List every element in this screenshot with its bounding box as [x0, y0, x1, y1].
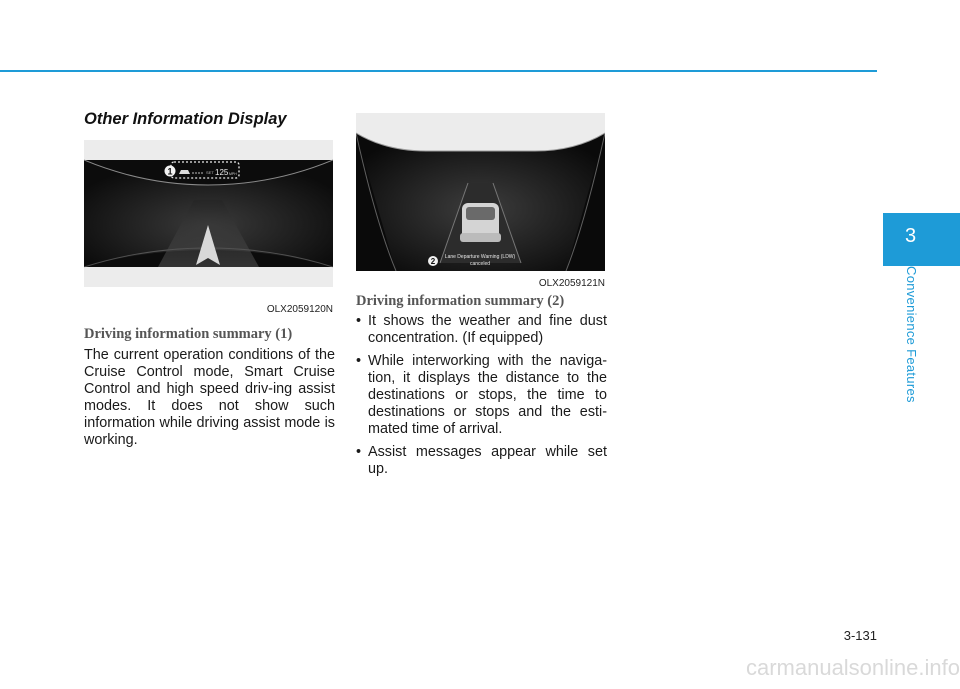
list-item — [356, 313, 607, 347]
summary-2-heading: Driving information summary (2) — [356, 293, 565, 309]
header-rule — [0, 70, 877, 72]
callout-1-number: 1 — [167, 166, 173, 177]
list-item — [356, 353, 607, 438]
page-number: 3-131 — [843, 628, 877, 643]
speed-value: 125 — [215, 168, 229, 177]
bullet-icon: • — [356, 313, 362, 329]
figure-code-1: OLX2059120N — [266, 304, 333, 315]
list-item-text: Assist messages appear while set up. — [368, 444, 607, 477]
section-title: Other Information Display — [84, 110, 287, 128]
cluster-figure-2 — [356, 113, 605, 271]
summary-1-text: The current operation conditions of the Cruise Control mode, Smart Cruise Control and high speed driv-ing assist modes. It does not show such information while driving assist mode is working. — [84, 347, 335, 448]
cluster-display-1 — [84, 140, 333, 287]
figure-code-2: OLX2059121N — [538, 278, 605, 289]
cluster-figure-1 — [84, 140, 333, 287]
watermark: carmanualsonline.info — [745, 655, 960, 680]
chapter-name: Convenience Features — [904, 266, 919, 403]
chapter-tab — [883, 213, 960, 266]
list-item-text: It shows the weather and fine dust concentration. (If equipped) — [368, 313, 607, 346]
ldw-message-line1: Lane Departure Warning (LDW) — [444, 254, 516, 260]
summary-2-list — [356, 313, 607, 484]
summary-1-heading: Driving information summary (1) — [84, 326, 293, 342]
cluster-display-2 — [356, 113, 605, 271]
list-item-text: While interworking with the naviga-tion, it displays the distance to the destinations or stops, the time to destinations or stops and the esti-mated time of arrival. — [368, 353, 607, 437]
speed-unit: MPH — [229, 172, 237, 176]
list-item — [356, 444, 607, 478]
set-label: SET — [206, 170, 214, 175]
ldw-message-line2: canceled — [469, 261, 491, 267]
vehicle-icon — [460, 203, 501, 242]
bullet-icon: • — [356, 444, 362, 460]
chapter-number: 3 — [904, 225, 917, 247]
callout-2-number: 2 — [430, 257, 436, 266]
bullet-icon: • — [356, 353, 362, 369]
